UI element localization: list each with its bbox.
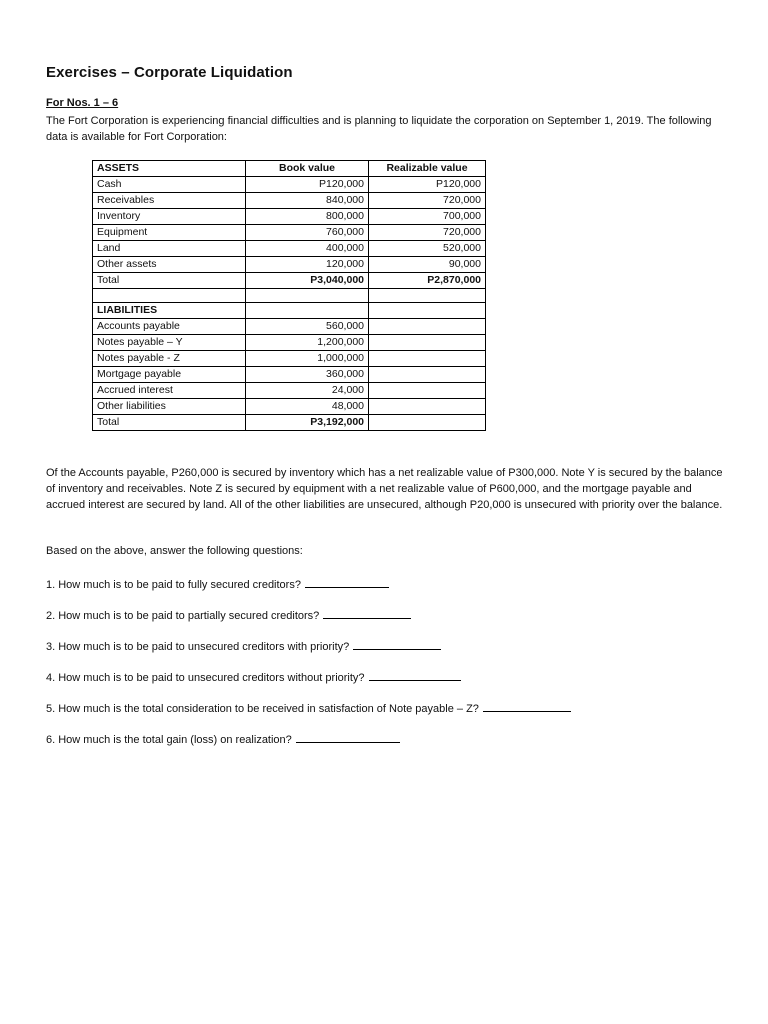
- realizable-value-header: Realizable value: [369, 161, 486, 177]
- question-6: [46, 731, 400, 746]
- spacer-cell: [93, 289, 246, 303]
- asset-label: Land: [93, 241, 246, 257]
- liability-book-value: 1,200,000: [246, 335, 369, 351]
- asset-realizable-value: 720,000: [369, 193, 486, 209]
- question-text: 1. How much is to be paid to fully secured creditors?: [46, 579, 301, 591]
- table-row: [93, 335, 486, 351]
- answer-blank: [296, 731, 400, 743]
- financial-data-table: [92, 160, 486, 431]
- question-text: 2. How much is to be paid to partially secured creditors?: [46, 610, 320, 622]
- empty-cell: [369, 367, 486, 383]
- assets-total-realizable-value: P2,870,000: [369, 273, 486, 289]
- book-value-header: Book value: [246, 161, 369, 177]
- answer-blank: [369, 669, 461, 681]
- asset-realizable-value: 700,000: [369, 209, 486, 225]
- asset-book-value: 840,000: [246, 193, 369, 209]
- liability-book-value: 560,000: [246, 319, 369, 335]
- liability-label: Mortgage payable: [93, 367, 246, 383]
- asset-realizable-value: 520,000: [369, 241, 486, 257]
- assets-total-row: [93, 273, 486, 289]
- empty-cell: [369, 303, 486, 319]
- asset-label: Equipment: [93, 225, 246, 241]
- asset-book-value: 800,000: [246, 209, 369, 225]
- asset-label: Receivables: [93, 193, 246, 209]
- table-row: [93, 193, 486, 209]
- table-row: [93, 241, 486, 257]
- table-row: [93, 225, 486, 241]
- assets-total-book-value: P3,040,000: [246, 273, 369, 289]
- table-row: [93, 399, 486, 415]
- liability-label: Other liabilities: [93, 399, 246, 415]
- liability-book-value: 48,000: [246, 399, 369, 415]
- empty-cell: [369, 319, 486, 335]
- question-2: [46, 607, 411, 622]
- empty-cell: [246, 303, 369, 319]
- question-4: [46, 669, 461, 684]
- answer-blank: [305, 576, 389, 588]
- question-text: 4. How much is to be paid to unsecured creditors without priority?: [46, 672, 365, 684]
- asset-realizable-value: 90,000: [369, 257, 486, 273]
- liabilities-total-label: Total: [93, 415, 246, 431]
- question-1: [46, 576, 389, 591]
- liability-label: Notes payable – Y: [93, 335, 246, 351]
- asset-book-value: 760,000: [246, 225, 369, 241]
- empty-cell: [369, 351, 486, 367]
- table-row: [93, 351, 486, 367]
- question-text: 3. How much is to be paid to unsecured creditors with priority?: [46, 641, 350, 653]
- intro-paragraph: The Fort Corporation is experiencing financial difficulties and is planning to liquidate the corporation on September 1, 2019. The following data is available for Fort Corporation:: [46, 115, 712, 143]
- details-paragraph: Of the Accounts payable, P260,000 is secured by inventory which has a net realizable value of P300,000. Note Y is secured by the balance of inventory and receivables. Note Z is secured by equipment with a net realizable value of P600,000, and the mortgage payable and accrued interest are secured by land. All of the other liabilities are unsecured, although P20,000 is unsecured with priority over the balance.: [46, 467, 723, 511]
- spacer-cell: [246, 289, 369, 303]
- question-text: 5. How much is the total consideration to be received in satisfaction of Note payable – Z?: [46, 703, 479, 715]
- answer-blank: [483, 700, 571, 712]
- answer-blank: [323, 607, 411, 619]
- table-header-row: [93, 161, 486, 177]
- liability-book-value: 1,000,000: [246, 351, 369, 367]
- asset-label: Other assets: [93, 257, 246, 273]
- asset-label: Cash: [93, 177, 246, 193]
- asset-realizable-value: 720,000: [369, 225, 486, 241]
- page-title: Exercises – Corporate Liquidation: [46, 64, 293, 81]
- table-row: [93, 319, 486, 335]
- table-row: [93, 257, 486, 273]
- asset-label: Inventory: [93, 209, 246, 225]
- liability-label: Accrued interest: [93, 383, 246, 399]
- table-row: [93, 177, 486, 193]
- table-row: [93, 383, 486, 399]
- liability-book-value: 24,000: [246, 383, 369, 399]
- asset-book-value: P120,000: [246, 177, 369, 193]
- question-3: [46, 638, 441, 653]
- empty-cell: [369, 399, 486, 415]
- answer-blank: [353, 638, 441, 650]
- liability-book-value: 360,000: [246, 367, 369, 383]
- section-subheading: For Nos. 1 – 6: [46, 97, 119, 109]
- spacer-cell: [369, 289, 486, 303]
- liability-label: Notes payable - Z: [93, 351, 246, 367]
- asset-realizable-value: P120,000: [369, 177, 486, 193]
- table-row: [93, 209, 486, 225]
- assets-total-label: Total: [93, 273, 246, 289]
- table-spacer-row: [93, 289, 486, 303]
- liability-label: Accounts payable: [93, 319, 246, 335]
- liabilities-header-row: [93, 303, 486, 319]
- asset-book-value: 400,000: [246, 241, 369, 257]
- empty-cell: [369, 335, 486, 351]
- empty-cell: [369, 415, 486, 431]
- question-5: [46, 700, 571, 715]
- instructions-text: Based on the above, answer the following questions:: [46, 545, 303, 557]
- table-row: [93, 367, 486, 383]
- liabilities-total-book-value: P3,192,000: [246, 415, 369, 431]
- liabilities-header: LIABILITIES: [93, 303, 246, 319]
- liabilities-total-row: [93, 415, 486, 431]
- assets-header: ASSETS: [93, 161, 246, 177]
- question-text: 6. How much is the total gain (loss) on realization?: [46, 734, 292, 746]
- empty-cell: [369, 383, 486, 399]
- asset-book-value: 120,000: [246, 257, 369, 273]
